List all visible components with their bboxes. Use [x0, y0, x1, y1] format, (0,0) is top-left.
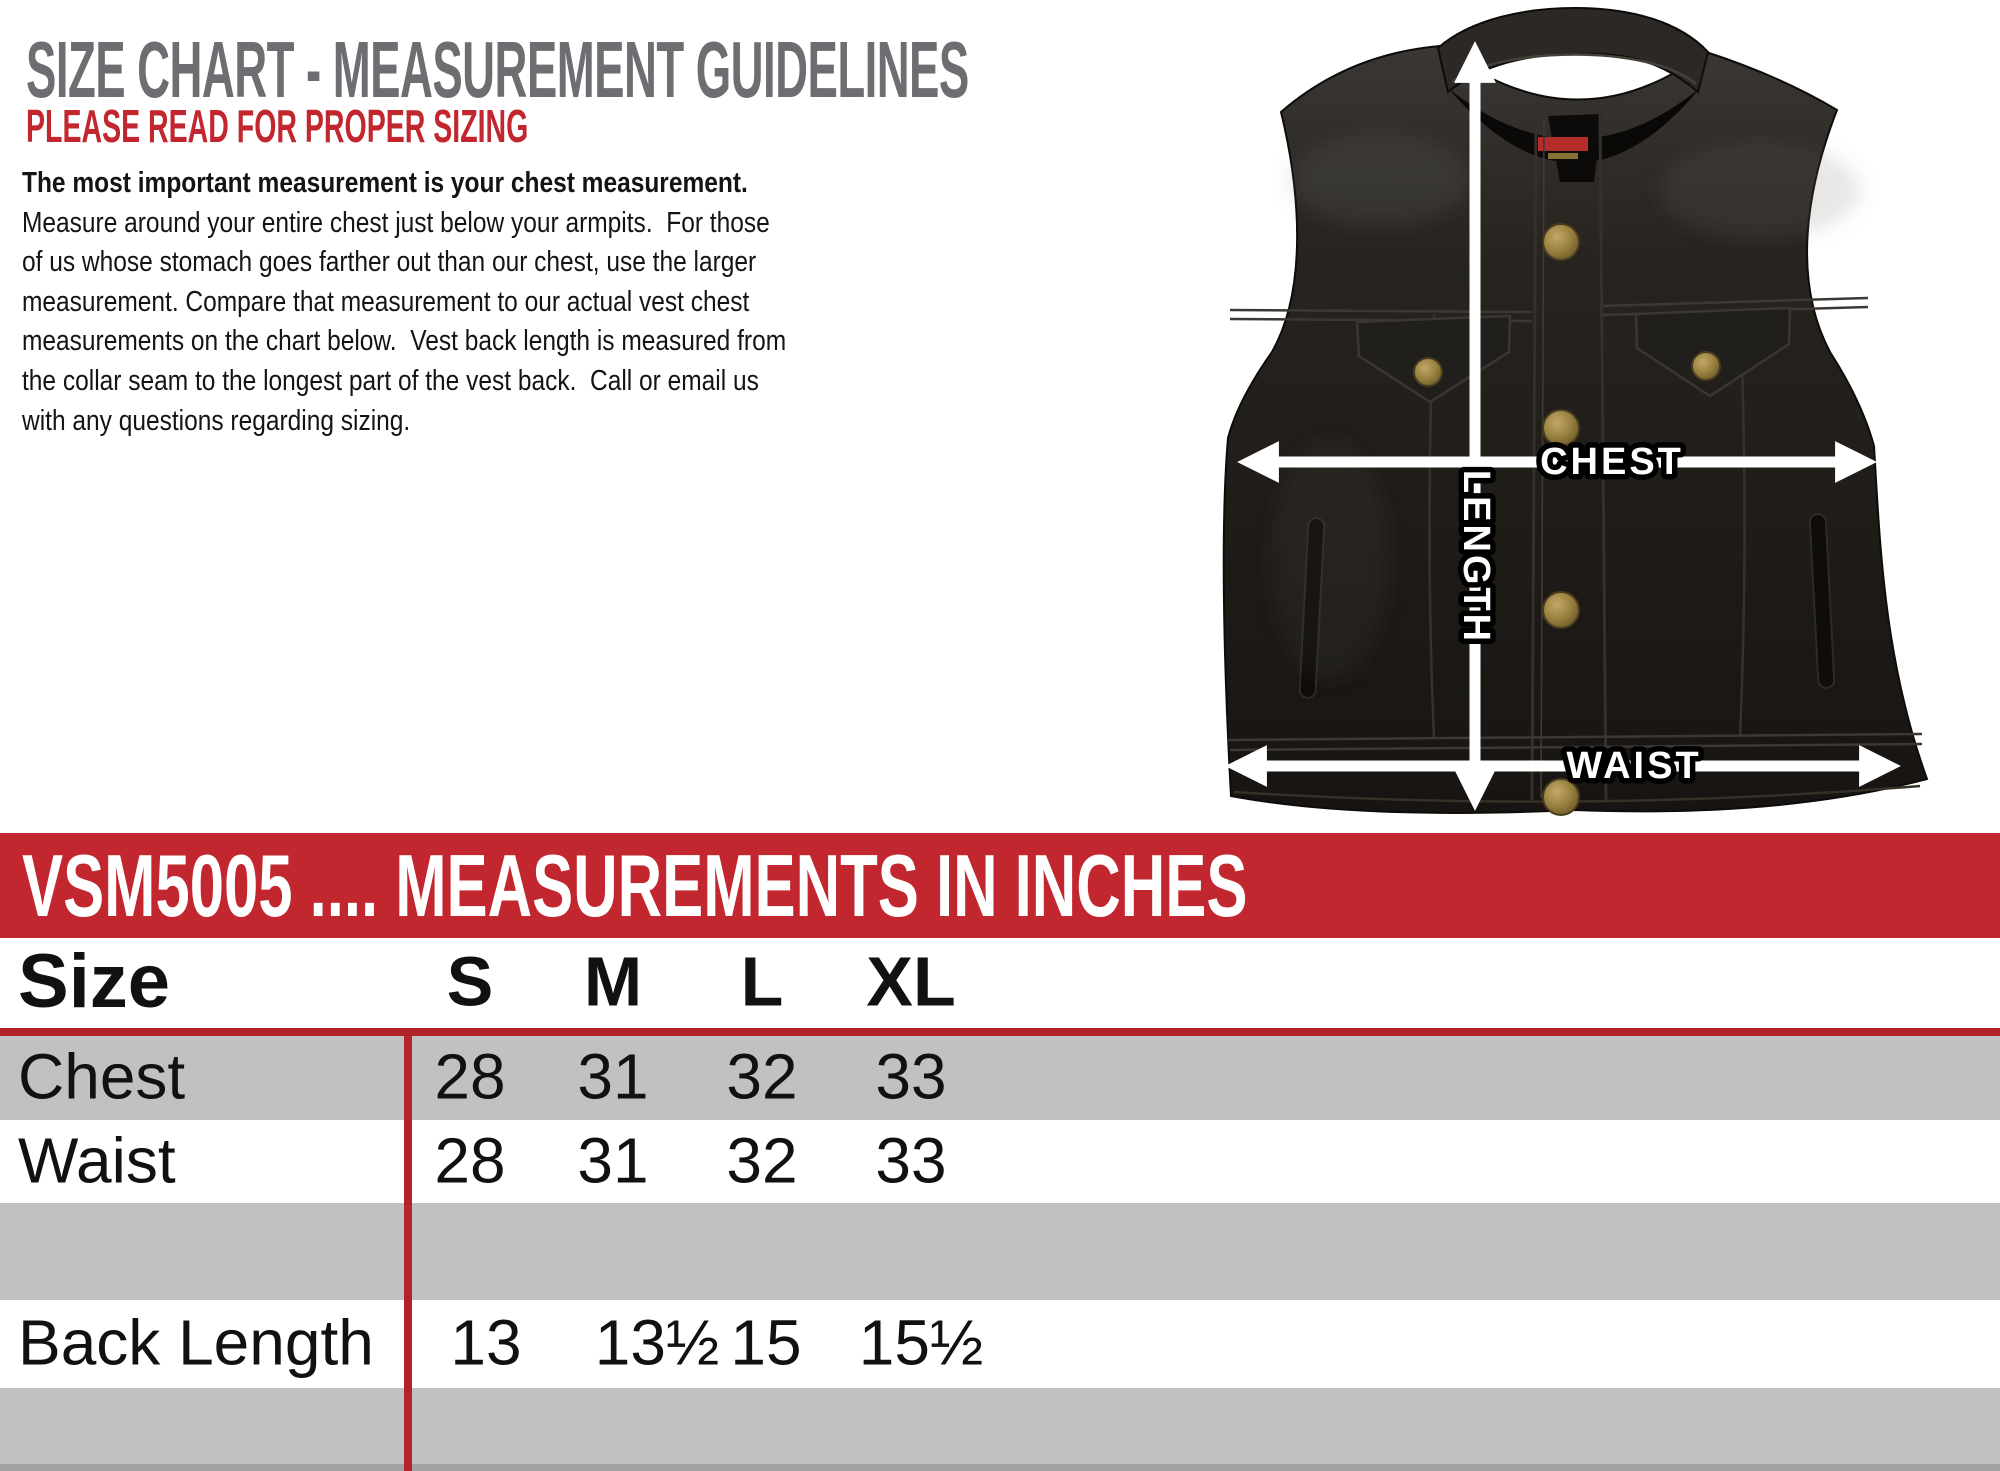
size-col-s: S — [446, 942, 494, 1021]
chest-value-m: 31 — [577, 1040, 649, 1113]
size-col-m: M — [583, 942, 643, 1021]
chest-value-s: 28 — [434, 1040, 506, 1113]
product-banner-text: VSM5005 .... MEASUREMENTS IN INCHES — [22, 835, 1248, 935]
table-header-size-label: Size — [18, 938, 171, 1024]
chest-value-xl: 33 — [875, 1040, 947, 1113]
intro-line: of us whose stomach goes farther out than our chest, use the larger — [22, 246, 757, 279]
inner-brand-label — [1538, 137, 1588, 151]
intro-line: measurement. Compare that measurement to our actual vest chest — [22, 285, 750, 318]
table-row-waist — [0, 1120, 2000, 1203]
intro-line: Measure around your entire chest just below your armpits. For those — [22, 206, 770, 239]
table-row-spacer-bottom — [0, 1388, 2000, 1471]
waist-value-s: 28 — [434, 1124, 506, 1197]
intro-line: The most important measurement is your chest measurement. — [22, 167, 748, 199]
product-banner — [0, 833, 2000, 938]
back-length-value-s: 13 — [450, 1306, 522, 1379]
row-label: Waist — [18, 1124, 176, 1197]
back-length-value-l: 15 — [730, 1306, 802, 1379]
vest-diagram-svg — [1180, 0, 1970, 825]
page-title: SIZE CHART - MEASUREMENT GUIDELINES — [26, 25, 969, 114]
size-col-l: L — [740, 942, 784, 1021]
vest-measurement-diagram — [1180, 0, 1970, 825]
table-row-chest — [0, 1036, 2000, 1120]
pocket-snap-left — [1414, 358, 1442, 386]
intro-paragraph — [22, 164, 786, 441]
size-col-xl: XL — [866, 942, 956, 1021]
table-column-rule — [404, 1028, 412, 1471]
vest-illustration — [1224, 8, 1927, 815]
table-row-back-length — [0, 1300, 2000, 1388]
waist-value-l: 32 — [726, 1124, 798, 1197]
back-length-value-m: 13½ — [594, 1306, 720, 1379]
page-subtitle: PLEASE READ FOR PROPER SIZING — [26, 100, 529, 152]
intro-line: with any questions regarding sizing. — [22, 404, 411, 437]
back-length-value-xl: 15½ — [858, 1306, 984, 1379]
length-arrow-label: LENGTH — [1455, 469, 1497, 645]
chest-arrow-label: CHEST — [1540, 441, 1684, 483]
intro-line: the collar seam to the longest part of the vest back. Call or email us — [22, 364, 759, 397]
waist-value-xl: 33 — [875, 1124, 947, 1197]
inner-label-text — [1548, 153, 1578, 159]
pocket-snap-right — [1692, 352, 1720, 380]
row-label: Back Length — [18, 1306, 374, 1379]
row-label: Chest — [18, 1040, 186, 1113]
table-header-rule — [0, 1028, 2000, 1036]
waist-value-m: 31 — [577, 1124, 649, 1197]
intro-line: measurements on the chart below. Vest back length is measured from — [22, 325, 787, 358]
table-row-spacer — [0, 1203, 2000, 1300]
waist-arrow-label: WAIST — [1566, 745, 1702, 787]
chest-value-l: 32 — [726, 1040, 798, 1113]
table-header-row — [0, 938, 2000, 1028]
